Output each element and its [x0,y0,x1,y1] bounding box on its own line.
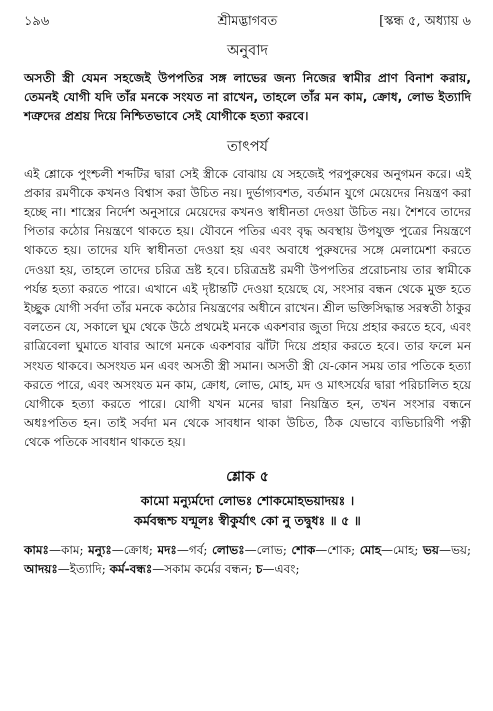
synonym-word: কামঃ [24,542,49,557]
synonym-entry [212,543,291,557]
purport-body [24,165,471,453]
synonym-meaning: —লোভ; [244,542,292,557]
synonym-word: লোভঃ [211,542,245,557]
synonym-entry [256,562,300,576]
synonym-word: ভয় [422,542,439,557]
purport-heading: তাৎপর্য [226,138,269,155]
book-title: শ্রীমদ্ভাগবত [217,14,278,29]
synonym-word: কর্ম-বন্ধঃ [109,561,153,576]
synonym-meaning: —ক্রোধ; [111,542,158,557]
synonym-entry [88,543,157,557]
synonym-word: আদয়ঃ [24,561,58,576]
synonym-entry [423,543,471,557]
verse-text [24,491,471,531]
translation-text: অসতী স্ত্রী যেমন সহজেই উপপতির সঙ্গ লাভের জন্য নিজের স্বামীর প্রাণ বিনাশ করায়, তেমনই যোগী যদি তাঁর মনকে সংযত না রাখেন, তাহলে তাঁর মন কাম, ক্রোধ, লোভ ইত্যাদি শত্রুদের প্রশ্রয় দিয়ে নিশ্চিতভাবে সেই যোগীকে হত্যা করবে। [24,71,471,124]
synonym-word: চ [256,561,263,576]
synonym-meaning: —শোক; [315,542,360,557]
synonym-meaning: —কাম; [48,542,89,557]
synonym-meaning: —ভয়; [438,542,471,557]
translation-heading: অনুবাদ [226,43,269,59]
synonym-meaning: —মোহ; [381,542,423,557]
word-meanings [24,541,471,579]
verse-heading: শ্লোক ৫ [226,468,269,485]
page-header [24,12,471,34]
synonym-entry [110,562,256,576]
purport-paragraph: এই শ্লোকে পুংশ্চলী শব্দটির দ্বারা সেই স্ত্রীকে বোঝায় যে সহজেই পরপুরুষের অনুগমন করে। এই প্রকার রমণীকে কখনও বিশ্বাস করা উচিত নয়। দুর্ভাগ্যবশত, বর্তমান যুগে মেয়েদের নিয়ন্ত্রণ করা হচ্ছে না। শাস্ত্রের নির্দেশ অনুসারে মেয়েদের কখনও স্বাধীনতা দেওয়া উচিত নয়। শৈশবে তাদের পিতার কঠোর নিয়ন্ত্রণে থাকতে হয়। যৌবনে পতির এবং বৃদ্ধ অবস্থায় উপযুক্ত পুত্রের নিয়ন্ত্রণে থাকতে হয়। তাদের যদি স্বাধীনতা দেওয়া হয় এবং অবাধে পুরুষদের সঙ্গে মেলামেশা করতে দেওয়া হয়, তাহলে তাদের চরিত্র ভ্রষ্ট হবে। চরিত্রভ্রষ্ট রমণী উপপতির প্ররোচনায় তার স্বামীকে পর্যন্ত হত্যা করতে পারে। এখানে এই দৃষ্টান্তটি দেওয়া হয়েছে যে, সংসার বন্ধন থেকে মুক্ত হতে ইচ্ছুক যোগী সর্বদা তাঁর মনকে কঠোর নিয়ন্ত্রণের অধীনে রাখেন। শ্রীল ভক্তিসিদ্ধান্ত সরস্বতী ঠাকুর বলতেন যে, সকালে ঘুম থেকে উঠে প্রথমেই মনকে একশবার জুতা দিয়ে প্রহার করতে হবে, এবং রাত্রিবেলা ঘুমাতে যাবার আগে মনকে একশবার ঝাঁটা দিয়ে প্রহার করতে হবে। তার ফলে মন সংযত থাকবে। অসংযত মন এবং অসতী স্ত্রী সমান। অসতী স্ত্রী যে-কোন সময় তার পতিকে হত্যা করতে পারে, এবং অসংযত মন কাম, ক্রোধ, লোভ, মোহ, মদ ও মাৎসর্যের দ্বারা পরিচালিত হয়ে যোগীকে হত্যা করতে পারে। যোগী যখন মনের দ্বারা নিয়ন্ত্রিত হন, তখন সংসার বন্ধনে অধঃপতিত হন। তাই সর্বদা মন থেকে সাবধান থাকা উচিত, ঠিক যেভাবে ব্যভিচারিণী পত্নী থেকে পতিকে সাবধান থাকতে হয়। [24,166,471,450]
synonym-entry [24,543,88,557]
chapter-reference: [স্কন্ধ ৫, অধ্যায় ৬ [379,14,471,29]
synonym-meaning: —ইত্যাদি; [57,561,110,576]
synonym-entry [291,543,359,557]
synonym-word: মোহ [359,542,382,557]
verse-line-1: কামো মন্যুর্মদো লোভঃ শোকমোহভয়াদয়ঃ । [140,492,355,508]
synonym-meaning: —সকাম কর্মের বন্ধন; [152,561,256,576]
synonym-word: শোক [291,542,316,557]
synonym-entry [24,562,110,576]
synonym-entry [360,543,423,557]
page-number: ১৯৬ [24,14,50,29]
synonym-meaning: —এবং; [262,561,300,576]
synonym-entry [157,543,212,557]
synonym-word: মদঃ [157,542,177,557]
verse-line-2: কর্মবন্ধশ্চ যন্মূলঃ স্বীকুর্যাৎ কো নু তদ্বুধঃ ॥ ৫ ॥ [134,512,361,528]
synonym-meaning: —গর্ব; [176,542,212,557]
synonym-word: মন্যুঃ [88,542,112,557]
